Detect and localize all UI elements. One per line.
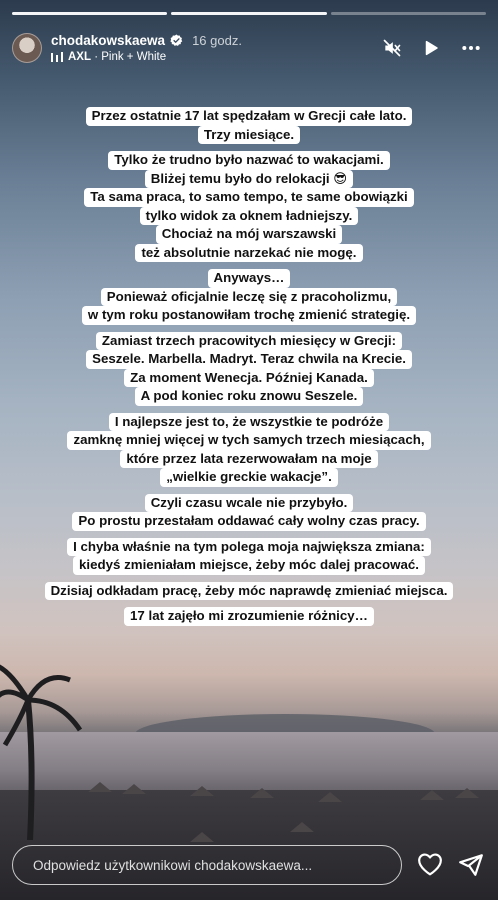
story-controls — [382, 38, 486, 58]
play-icon[interactable] — [422, 39, 440, 57]
reply-placeholder: Odpowiedz użytkownikowi chodakowskaewa... — [33, 857, 313, 873]
text-paragraph — [67, 538, 431, 575]
music-artist: AXL — [68, 51, 91, 63]
text-paragraph — [86, 332, 412, 406]
verified-icon — [170, 34, 183, 47]
text-line: Dzisiaj odkładam pracę, żeby móc naprawdę zmieniać miejsca. — [45, 582, 454, 601]
text-line: I chyba właśnie na tym polega moja największa zmiana: — [67, 538, 431, 557]
music-track: Pink + White — [101, 51, 167, 63]
palm-tree — [0, 640, 90, 840]
story-meta — [51, 33, 242, 63]
text-line: tylko widok za oknem ładniejszy. — [140, 207, 359, 226]
text-line: Seszele. Marbella. Madryt. Teraz chwila na Krecie. — [86, 350, 412, 369]
text-line: Ponieważ oficjalnie leczę się z pracoholizmu, — [101, 288, 398, 307]
username[interactable]: chodakowskaewa — [51, 33, 166, 48]
progress-segment — [12, 12, 167, 15]
progress-segment — [171, 12, 326, 15]
text-line: Za moment Wenecja. Później Kanada. — [124, 369, 374, 388]
text-line: Bliżej temu było do relokacji 😎 — [145, 170, 353, 189]
more-icon[interactable] — [460, 38, 482, 58]
avatar[interactable] — [12, 33, 42, 63]
music-bars-icon — [51, 52, 63, 62]
text-line: zamknę mniej więcej w tych samych trzech miesiącach, — [67, 431, 430, 450]
text-line: w tym roku postanowiłam trochę zmienić strategię. — [82, 306, 416, 325]
text-line: I najlepsze jest to, że wszystkie te podróże — [109, 413, 389, 432]
text-paragraph — [86, 107, 413, 144]
progress-segment — [331, 12, 486, 15]
send-icon[interactable] — [458, 852, 484, 878]
text-line: też absolutnie narzekać nie mogę. — [135, 244, 362, 263]
text-line: kiedyś zmieniałam miejsce, żeby móc dalej pracować. — [73, 556, 425, 575]
story-header — [12, 26, 486, 70]
music-label[interactable] — [68, 51, 166, 63]
text-line: „wielkie greckie wakacje”. — [160, 468, 338, 487]
text-paragraph — [82, 269, 416, 325]
text-line: A pod koniec roku znowu Seszele. — [135, 387, 364, 406]
story-text-overlay — [0, 107, 498, 633]
post-time: 16 godz. — [192, 33, 242, 48]
text-line: 17 lat zajęło mi zrozumienie różnicy… — [124, 607, 374, 626]
text-line: Czyli czasu wcale nie przybyło. — [145, 494, 354, 513]
text-line: Chociaż na mój warszawski — [156, 225, 342, 244]
text-paragraph — [67, 413, 430, 487]
text-line: Anyways… — [208, 269, 291, 288]
music-separator: · — [91, 51, 102, 63]
text-line: które przez lata rezerwowałam na moje — [120, 450, 377, 469]
story-progress-bar — [12, 12, 486, 15]
text-line: Ta sama praca, to samo tempo, te same obowiązki — [84, 188, 414, 207]
mute-icon[interactable] — [382, 38, 402, 58]
heart-icon[interactable] — [417, 852, 443, 876]
text-line: Trzy miesiące. — [198, 126, 300, 145]
reply-input[interactable] — [12, 845, 402, 885]
text-line: Po prostu przestałam oddawać cały wolny czas pracy. — [72, 512, 425, 531]
text-paragraph — [72, 494, 425, 531]
text-paragraph — [84, 151, 414, 262]
text-line: Tylko że trudno było nazwać to wakacjami. — [108, 151, 389, 170]
text-line: Przez ostatnie 17 lat spędzałam w Grecji całe lato. — [86, 107, 413, 126]
text-paragraph — [45, 582, 454, 601]
text-paragraph — [124, 607, 374, 626]
text-line: Zamiast trzech pracowitych miesięcy w Grecji: — [96, 332, 402, 351]
